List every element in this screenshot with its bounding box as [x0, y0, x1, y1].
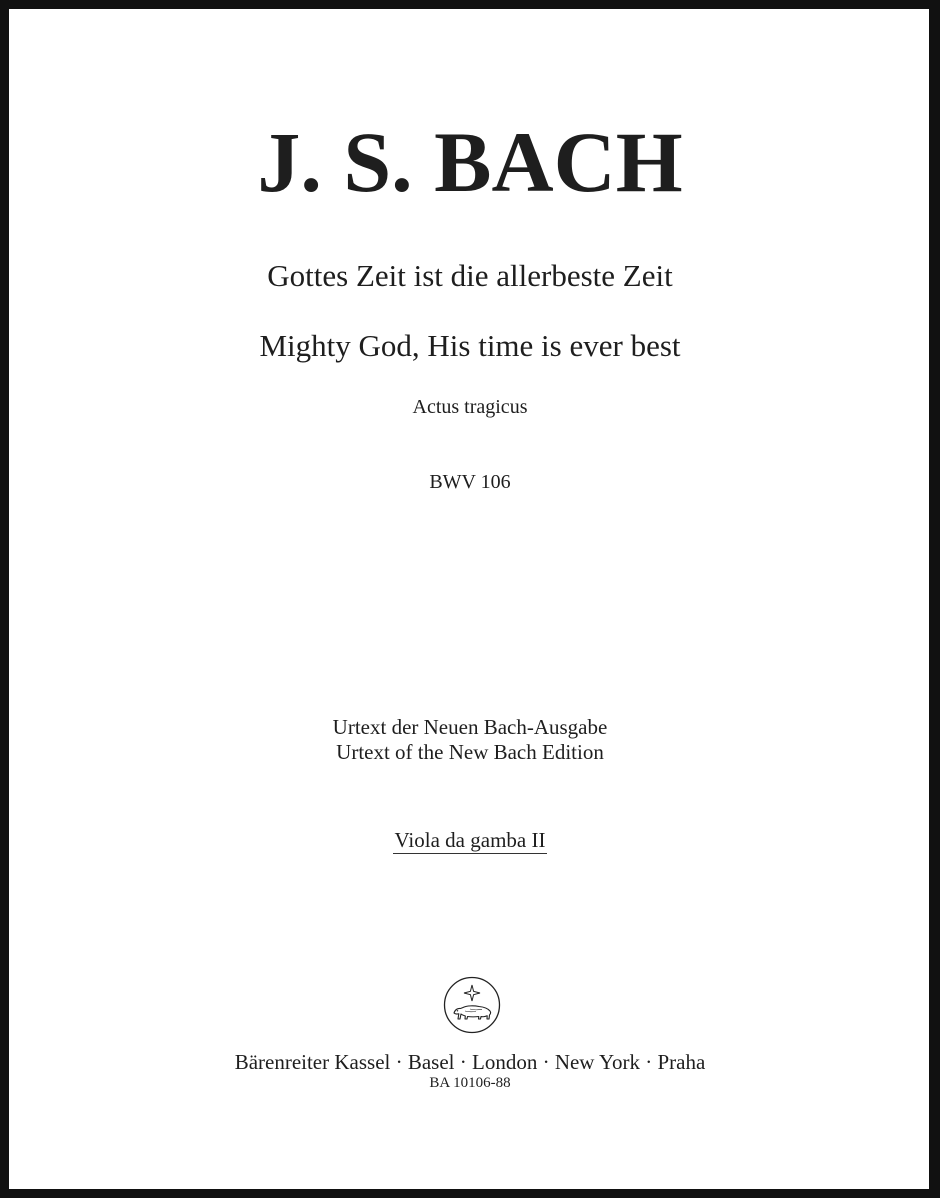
composer-name: J. S. BACH [257, 114, 683, 210]
edition-german: Urtext der Neuen Bach-Ausgabe [332, 715, 608, 739]
catalog-number: BWV 106 [429, 471, 511, 493]
publisher-logo-icon [443, 976, 501, 1034]
publisher-number: BA 10106-88 [429, 1075, 511, 1091]
title-german: Gottes Zeit ist die allerbeste Zeit [267, 258, 673, 293]
part-label-row [0, 826, 940, 854]
publisher-line: Bärenreiter Kassel · Basel · London · New York · Praha [234, 1050, 706, 1074]
part-label: Viola da gamba II [394, 828, 546, 852]
subtitle: Actus tragicus [412, 396, 528, 418]
title-english: Mighty God, His time is ever best [259, 328, 681, 363]
edition-english: Urtext of the New Bach Edition [336, 740, 604, 764]
